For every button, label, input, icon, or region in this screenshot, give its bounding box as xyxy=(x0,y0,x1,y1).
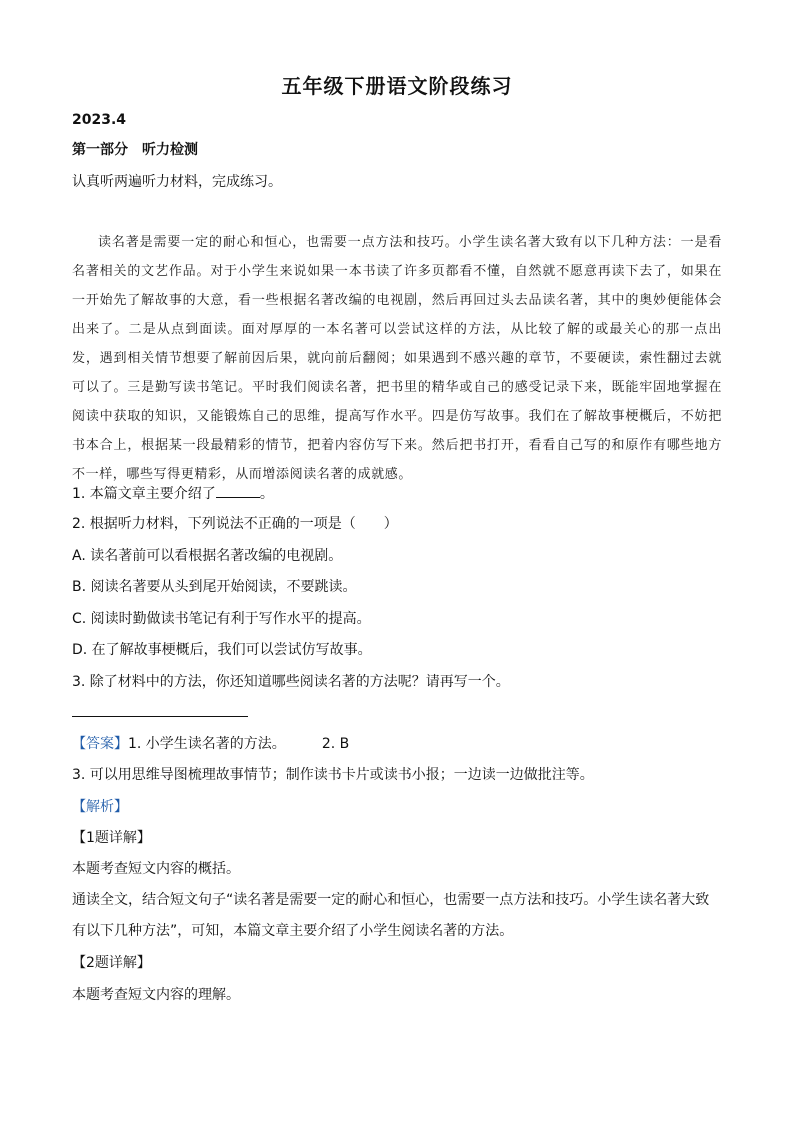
answer-1: 1. 小学生读名著的方法。 xyxy=(128,736,286,752)
answer-2: 2. B xyxy=(321,736,350,752)
option-c: C. 阅读时勤做读书笔记有利于写作水平的提高。 xyxy=(72,611,371,627)
question-2: 2. 根据听力材料，下列说法不正确的一项是（ ） xyxy=(72,516,398,532)
question-1-end: 。 xyxy=(259,486,274,502)
analysis-q1-line2: 通读全文，结合短文句子“读名著是需要一定的耐心和恒心，也需要一点方法和技巧。小学生读名著大致 xyxy=(72,892,710,908)
question-1-text: 1. 本篇文章主要介绍了 xyxy=(72,486,216,502)
section-heading: 第一部分 听力检测 xyxy=(72,142,198,158)
option-a: A. 读名著前可以看根据名著改编的电视剧。 xyxy=(72,548,343,564)
option-b: B. 阅读名著要从头到尾开始阅读，不要跳读。 xyxy=(72,579,357,595)
answer-3: 3. 可以用思维导图梳理故事情节；制作读书卡片或读书小报；一边读一边做批注等。 xyxy=(72,767,594,783)
answer-blank xyxy=(216,483,260,498)
analysis-tag: 【解析】 xyxy=(72,799,128,815)
analysis-q1-line1: 本题考查短文内容的概括。 xyxy=(72,861,240,877)
instruction-text: 认真听两遍听力材料，完成练习。 xyxy=(72,174,282,190)
analysis-q2-line1: 本题考查短文内容的理解。 xyxy=(72,987,240,1003)
analysis-q1-tag: 【1题详解】 xyxy=(72,830,151,846)
answer-tag: 【答案】 xyxy=(72,736,128,752)
answer-row xyxy=(72,734,349,754)
answer-line xyxy=(72,716,248,717)
page-title: 五年级下册语文阶段练习 xyxy=(281,74,513,98)
option-d: D. 在了解故事梗概后，我们可以尝试仿写故事。 xyxy=(72,642,372,658)
analysis-q2-tag: 【2题详解】 xyxy=(72,955,151,971)
listening-passage: 读名著是需要一定的耐心和恒心，也需要一点方法和技巧。小学生读名著大致有以下几种方法：一是看名著相关的文艺作品。对于小学生来说如果一本书读了许多页都看不懂，自然就不愿意再读下去了，如果在一开始先了解故事的大意，看一些根据名著改编的电视剧，然后再回过头去品读名著，其中的奥妙便能体会出来了。二是从点到面读。面对厚厚的一本名著可以尝试这样的方法，从比较了解的或最关心的那一点出发，遇到相关情节想要了解前因后果，就向前后翻阅；如果遇到不感兴趣的章节，不要硬读，索性翻过去就可以了。三是勤写读书笔记。平时我们阅读名著，把书里的精华或自己的感受记录下来，既能牢固地掌握在阅读中获取的知识，又能锻炼自己的思维，提高写作水平。四是仿写故事。我们在了解故事梗概后，不妨把书本合上，根据某一段最精彩的情节，把着内容仿写下来。然后把书打开，看看自己写的和原作有哪些地方不一样，哪些写得更精彩，从而增添阅读名著的成就感。 xyxy=(72,235,722,482)
question-3: 3. 除了材料中的方法，你还知道哪些阅读名著的方法呢？请再写一个。 xyxy=(72,674,510,690)
analysis-q1-line3: 有以下几种方法”，可知，本篇文章主要介绍了小学生阅读名著的方法。 xyxy=(72,923,514,939)
exam-date: 2023.4 xyxy=(72,112,127,128)
question-1 xyxy=(72,483,274,504)
